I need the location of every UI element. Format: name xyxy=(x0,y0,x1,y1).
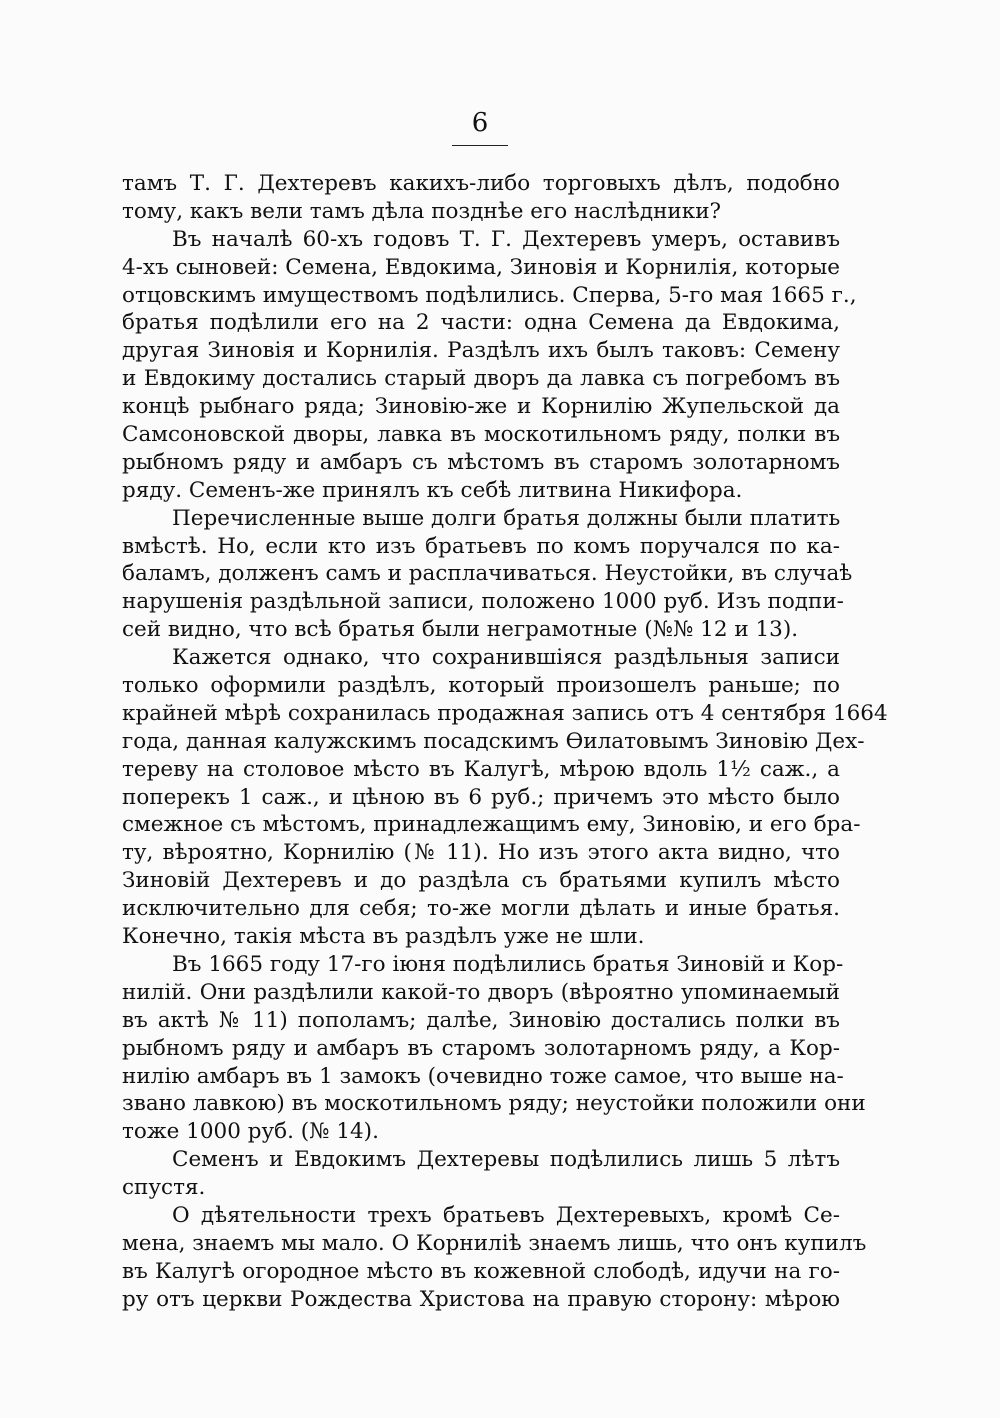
text-line: вмѣстѣ. Но, если кто изъ братьевъ по комъ поручался по ка- xyxy=(122,533,840,559)
text-line: Семенъ и Евдокимъ Дехтеревы подѣлились лишь 5 лѣтъ xyxy=(172,1147,840,1173)
page-number: 6 xyxy=(471,108,489,138)
body-text xyxy=(122,170,888,1314)
text-line: отцовскимъ имуществомъ подѣлились. Сперва, 5-го мая 1665 г., xyxy=(122,282,857,308)
paragraph xyxy=(122,170,840,226)
text-line: поперекъ 1 саж., и цѣною въ 6 руб.; причемъ это мѣсто было xyxy=(122,784,840,810)
text-line: Перечисленные выше долги братья должны были платить xyxy=(172,505,841,531)
text-line: тому, какъ вели тамъ дѣла позднѣе его наслѣдники? xyxy=(122,198,722,224)
text-line: крайней мѣрѣ сохранилась продажная запись отъ 4 сентября 1664 xyxy=(122,700,888,726)
text-line: звано лавкою) въ москотильномъ ряду; неустойки положили они xyxy=(122,1091,866,1117)
text-line: братья подѣлили его на 2 части: одна Семена да Евдокима, xyxy=(122,310,840,336)
paragraph xyxy=(122,1202,867,1314)
page-number-rule xyxy=(452,145,508,146)
paragraph xyxy=(122,226,857,505)
text-line: исключительно для себя; то-же могли дѣлать и иные братья. xyxy=(122,896,840,922)
text-line: въ актѣ № 11) пополамъ; далѣе, Зиновію достались полки въ xyxy=(122,1007,840,1033)
text-line: Конечно, такія мѣста въ раздѣлъ уже не шли. xyxy=(122,924,645,950)
text-line: ту, вѣроятно, Корнилію (№ 11). Но изъ этого акта видно, что xyxy=(122,840,840,866)
text-line: тереву на столовое мѣсто въ Калугѣ, мѣрою вдоль 1½ саж., а xyxy=(122,756,840,782)
text-line: смежное съ мѣстомъ, принадлежащимъ ему, Зиновію, и его бра- xyxy=(122,812,861,838)
text-line: только оформили раздѣлъ, который произошелъ раньше; по xyxy=(122,673,840,699)
text-line: Въ 1665 году 17-го іюня подѣлились братья Зиновій и Кор- xyxy=(172,951,844,977)
text-line: тоже 1000 руб. (№ 14). xyxy=(122,1119,379,1145)
text-line: тамъ Т. Г. Дехтеревъ какихъ-либо торговыхъ дѣлъ, подобно xyxy=(122,171,840,196)
text-line: концѣ рыбнаго ряда; Зиновію-же и Корнилію Жупельской да xyxy=(122,394,840,420)
text-line: О дѣятельности трехъ братьевъ Дехтеревыхъ, кромѣ Се- xyxy=(172,1202,840,1228)
text-line: нилію амбаръ въ 1 замокъ (очевидно тоже самое, что выше на- xyxy=(122,1063,844,1089)
text-line: года, данная калужскимъ посадскимъ Ѳилатовымъ Зиновію Дех- xyxy=(122,728,865,754)
text-line: Кажется однако, что сохранившіяся раздѣльныя записи xyxy=(172,645,840,671)
text-line: рыбномъ ряду и амбаръ съ мѣстомъ въ старомъ золотарномъ xyxy=(122,449,840,475)
paragraph xyxy=(122,951,866,1146)
text-line: баламъ, долженъ самъ и расплачиваться. Неустойки, въ случаѣ xyxy=(122,561,853,587)
text-line: Зиновій Дехтеревъ и до раздѣла съ братьями купилъ мѣсто xyxy=(122,868,840,894)
text-line: спустя. xyxy=(122,1175,206,1201)
paragraph xyxy=(122,1146,840,1202)
text-line: ру отъ церкви Рождества Христова на правую сторону: мѣрою xyxy=(122,1286,840,1312)
text-line: нилій. Они раздѣлили какой-то дворъ (вѣроятно упоминаемый xyxy=(122,979,840,1005)
text-line: Самсоновской дворы, лавка въ москотильномъ ряду, полки въ xyxy=(122,422,840,448)
text-line: ряду. Семенъ-же принялъ къ себѣ литвина Никифора. xyxy=(122,477,743,503)
text-line: рыбномъ ряду и амбаръ въ старомъ золотарномъ ряду, а Кор- xyxy=(122,1035,840,1061)
paragraph xyxy=(122,505,853,644)
text-line: 4-хъ сыновей: Семена, Евдокима, Зиновія и Корнилія, которые xyxy=(122,254,840,280)
text-line: мена, знаемъ мы мало. О Корниліѣ знаемъ лишь, что онъ купилъ xyxy=(122,1230,867,1256)
text-line: другая Зиновія и Корнилія. Раздѣлъ ихъ былъ таковъ: Семену xyxy=(122,338,840,364)
text-line: сей видно, что всѣ братья были неграмотные (№№ 12 и 13). xyxy=(122,617,799,643)
text-line: и Евдокиму достались старый дворъ да лавка съ погребомъ въ xyxy=(122,366,840,392)
text-line: въ Калугѣ огородное мѣсто въ кожевной слободѣ, идучи на го- xyxy=(122,1258,840,1284)
text-line: Въ началѣ 60-хъ годовъ Т. Г. Дехтеревъ умеръ, оставивъ xyxy=(172,226,840,252)
text-line: нарушенія раздѣльной записи, положено 1000 руб. Изъ подпи- xyxy=(122,589,844,615)
paragraph xyxy=(122,644,888,951)
